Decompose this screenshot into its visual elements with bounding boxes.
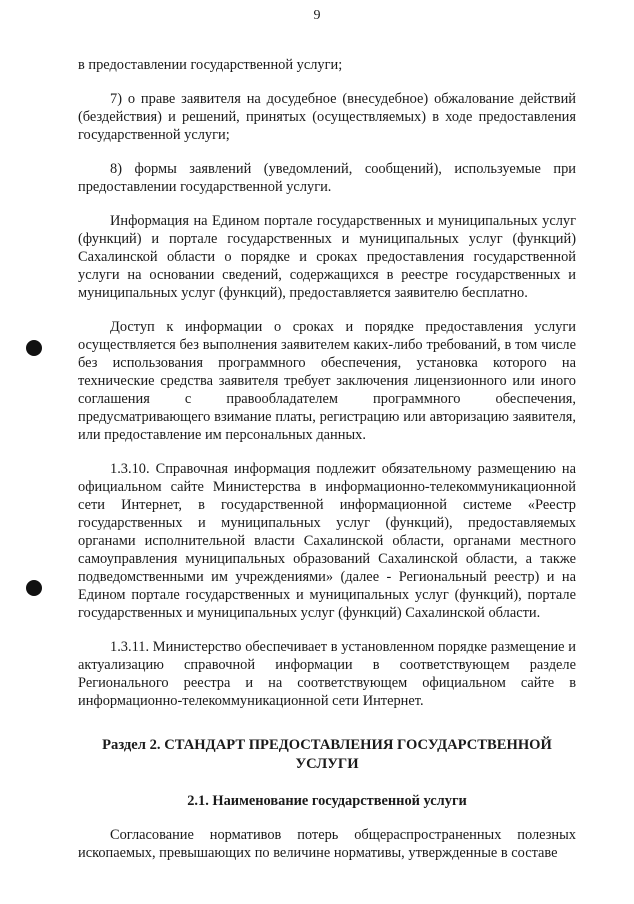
paragraph-1-3-10: 1.3.10. Справочная информация подлежит обязательному размещению на официальном сайте Министерства в информационно-телекоммуникационной сети Интернет, в государственной информационной системе «Реестр государственных и муниципальных услуг (функций), предоставляемых органами исполнительной власти Сахалинской области, органами местного самоуправления муниципальных образований Сахалинской области, а также подведомственными им учреждениями» (далее - Региональный реестр) и на Едином портале государственных и муниципальных услуг (функций), портале государственных и муниципальных услуг (функций) Сахалинской области. [78, 461, 576, 621]
page-number: 9 [313, 8, 321, 23]
paragraph-item-8: 8) формы заявлений (уведомлений, сообщений), используемые при предоставлении государственной услуги. [78, 161, 576, 195]
punch-hole-bottom [26, 580, 42, 596]
paragraph-1-3-11: 1.3.11. Министерство обеспечивает в установленном порядке размещение и актуализацию справочной информации в соответствующем разделе Регионального реестра и на соответствующем официальном сайте в информационно-телекоммуникационной сети Интернет. [78, 639, 576, 709]
document-body [78, 56, 576, 878]
paragraph-portal-info: Информация на Едином портале государственных и муниципальных услуг (функций) и портале государственных и муниципальных услуг (функций) Сахалинской области о порядке и сроках предоставления государственной услуги на основании сведений, содержащихся в реестре государственных и муниципальных услуг (функций), предоставляется заявителю бесплатно. [78, 213, 576, 301]
paragraph-service-name: Согласование нормативов потерь общераспространенных полезных ископаемых, превышающих по величине нормативы, утвержденные в составе [78, 827, 576, 861]
paragraph-item-7: 7) о праве заявителя на досудебное (внесудебное) обжалование действий (бездействия) и решений, принятых (осуществляемых) в ходе предоставления государственной услуги; [78, 91, 576, 143]
section-title: Раздел 2. СТАНДАРТ ПРЕДОСТАВЛЕНИЯ ГОСУДАРСТВЕННОЙ УСЛУГИ [102, 737, 552, 772]
paragraph-continuation: в предоставлении государственной услуги; [78, 57, 343, 73]
punch-hole-top [26, 340, 42, 356]
paragraph-access-info: Доступ к информации о сроках и порядке предоставления услуги осуществляется без выполнения заявителем каких-либо требований, в том числе без использования программного обеспечения, установка которого на технические средства заявителя требует заключения лицензионного или иного соглашения с правообладателем программного обеспечения, предусматривающего взимание платы, регистрацию или авторизацию заявителя, или предоставление им персональных данных. [78, 319, 576, 443]
subsection-title: 2.1. Наименование государственной услуги [187, 793, 467, 809]
